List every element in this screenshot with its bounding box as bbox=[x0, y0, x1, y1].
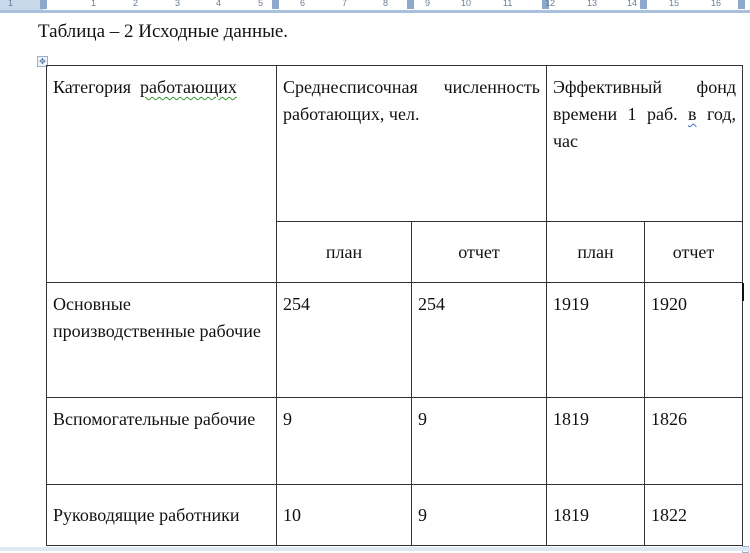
ruler-number: 9 bbox=[425, 0, 431, 8]
ruler-number: 15 bbox=[669, 0, 680, 8]
row-fund-report-cell[interactable]: 1826 bbox=[645, 398, 743, 485]
header-time-fund-label: Эффективный фонд времени 1 раб. bbox=[553, 77, 736, 124]
header-headcount-label: Среднесписочная численность работающих, чел. bbox=[283, 77, 540, 124]
ruler-number: 16 bbox=[711, 0, 722, 8]
source-data-table bbox=[46, 65, 743, 546]
row-category-cell[interactable]: Основные производственные рабочие bbox=[47, 283, 277, 398]
row-headcount-plan-cell[interactable]: 9 bbox=[277, 398, 412, 485]
header-category-word1: Категория bbox=[53, 77, 131, 97]
row-fund-plan-cell[interactable]: 1819 bbox=[547, 398, 645, 485]
subheader-fund-plan[interactable]: план bbox=[547, 222, 645, 283]
row-headcount-report-cell[interactable]: 9 bbox=[412, 485, 547, 546]
ruler-number: 3 bbox=[175, 0, 181, 8]
page-bottom-edge bbox=[0, 547, 750, 551]
row-category-cell[interactable]: Руководящие работники bbox=[47, 485, 277, 546]
ruler-number: 8 bbox=[383, 0, 389, 8]
table-header-row bbox=[47, 66, 743, 222]
ruler-number: 11 bbox=[503, 0, 513, 8]
ruler-number: 13 bbox=[587, 0, 598, 8]
ruler-number: 12 bbox=[545, 0, 556, 8]
header-time-fund-unit: год, час bbox=[553, 104, 737, 151]
table-caption: Таблица – 2 Исходные данные. bbox=[38, 21, 289, 42]
subheader-headcount-plan[interactable]: план bbox=[277, 222, 412, 283]
header-category-word2: работающих bbox=[140, 77, 237, 97]
row-end-marker bbox=[742, 283, 744, 301]
row-headcount-plan-cell[interactable]: 254 bbox=[277, 283, 412, 398]
row-headcount-plan-cell[interactable]: 10 bbox=[277, 485, 412, 546]
row-fund-report-cell[interactable]: 1920 bbox=[645, 283, 743, 398]
subheader-headcount-report[interactable]: отчет bbox=[412, 222, 547, 283]
ruler-number: 4 bbox=[216, 0, 222, 8]
ruler-number: 7 bbox=[342, 0, 348, 8]
header-time-fund-word: в bbox=[688, 104, 697, 124]
row-fund-plan-cell[interactable]: 1919 bbox=[547, 283, 645, 398]
header-category-cell[interactable] bbox=[47, 66, 277, 283]
ruler-number: 14 bbox=[627, 0, 638, 8]
table-row bbox=[47, 485, 743, 546]
horizontal-ruler[interactable] bbox=[0, 0, 750, 13]
ruler-number: 1 bbox=[91, 0, 97, 8]
header-headcount-cell[interactable] bbox=[277, 66, 547, 222]
row-fund-plan-cell[interactable]: 1819 bbox=[547, 485, 645, 546]
subheader-fund-report[interactable]: отчет bbox=[645, 222, 743, 283]
row-headcount-report-cell[interactable]: 9 bbox=[412, 398, 547, 485]
ruler-ticks bbox=[0, 0, 750, 10]
ruler-number: 6 bbox=[300, 0, 306, 8]
ruler-number: 2 bbox=[133, 0, 139, 8]
ruler-number: 1 bbox=[8, 0, 14, 8]
ruler-number: 5 bbox=[258, 0, 264, 8]
header-time-fund-cell[interactable] bbox=[547, 66, 743, 222]
row-category-cell[interactable]: Вспомогательные рабочие bbox=[47, 398, 277, 485]
row-headcount-report-cell[interactable]: 254 bbox=[412, 283, 547, 398]
row-fund-report-cell[interactable]: 1822 bbox=[645, 485, 743, 546]
table-row bbox=[47, 398, 743, 485]
table-row bbox=[47, 283, 743, 398]
table-move-handle-icon[interactable]: ✥ bbox=[37, 56, 48, 67]
ruler-number: 10 bbox=[461, 0, 472, 8]
